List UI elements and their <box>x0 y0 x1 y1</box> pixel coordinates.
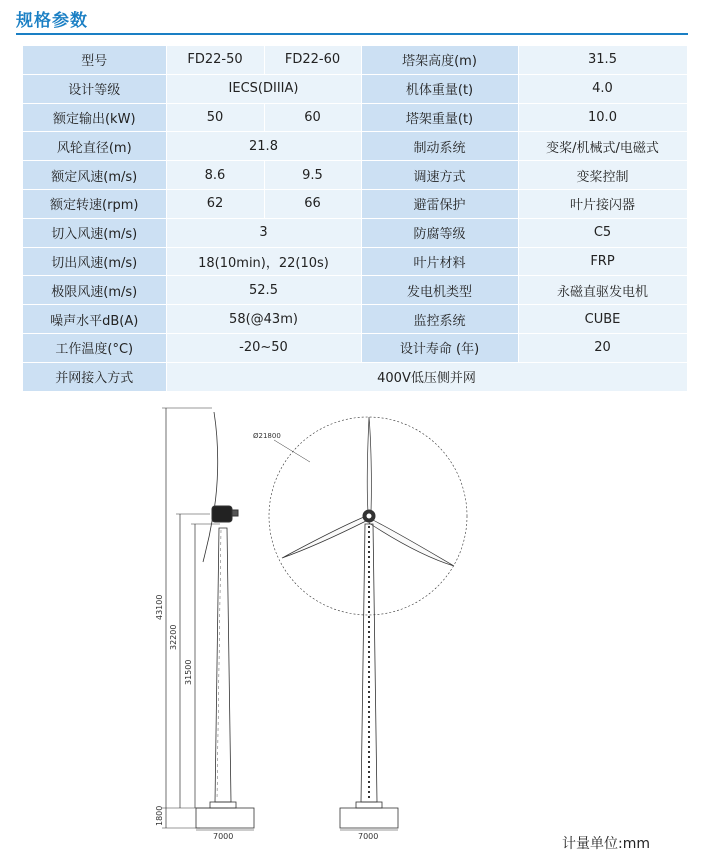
spec-label: 叶片材料 <box>361 247 518 276</box>
table-row <box>23 333 687 362</box>
spec-value: 叶片接闪器 <box>518 189 687 218</box>
spec-label: 防腐等级 <box>361 218 518 247</box>
spec-value: 8.6 <box>166 161 264 190</box>
spec-value: 50 <box>166 103 264 132</box>
dim-hub-label: 32200 <box>169 624 178 650</box>
spec-value: FRP <box>518 247 687 276</box>
table-row <box>23 132 687 161</box>
spec-value: 60 <box>264 103 361 132</box>
foundation-front <box>340 808 398 828</box>
spec-label: 极限风速(m/s) <box>23 276 166 305</box>
spec-value: 9.5 <box>264 161 361 190</box>
nacelle <box>212 506 232 522</box>
turbine-drawing <box>140 400 490 845</box>
nacelle-tail <box>232 510 238 516</box>
spec-label: 额定风速(m/s) <box>23 161 166 190</box>
dim-foundation-depth-label: 1800 <box>155 805 164 826</box>
spec-value: 永磁直驱发电机 <box>518 276 687 305</box>
spec-value: C5 <box>518 218 687 247</box>
spec-label: 额定输出(kW) <box>23 103 166 132</box>
dim-width-side-label: 7000 <box>213 832 234 841</box>
table-row <box>23 46 687 74</box>
spec-label: 切出风速(m/s) <box>23 247 166 276</box>
tower-base <box>210 802 236 808</box>
spec-label: 制动系统 <box>361 132 518 161</box>
spec-label: 风轮直径(m) <box>23 132 166 161</box>
spec-label: 塔架高度(m) <box>361 46 518 74</box>
spec-label: 设计寿命 (年) <box>361 333 518 362</box>
rotor-diameter-leader <box>274 440 310 462</box>
rotor-diameter-label: Ø21800 <box>253 432 281 440</box>
model-header: FD22-60 <box>264 46 361 74</box>
spec-value: 20 <box>518 333 687 362</box>
title-underline <box>16 33 688 35</box>
table-row <box>23 305 687 334</box>
spec-label: 避雷保护 <box>361 189 518 218</box>
spec-value: 18(10min)，22(10s) <box>166 247 361 276</box>
unit-note: 计量单位:mm <box>562 836 650 852</box>
table-row <box>23 247 687 276</box>
table-row <box>23 161 687 190</box>
spec-label: 切入风速(m/s) <box>23 218 166 247</box>
spec-label: 设计等级 <box>23 74 166 103</box>
model-header: FD22-50 <box>166 46 264 74</box>
spec-value: 4.0 <box>518 74 687 103</box>
blade-top <box>367 417 371 512</box>
table-row <box>23 103 687 132</box>
spec-value: 10.0 <box>518 103 687 132</box>
tower-ladder <box>217 530 221 800</box>
spec-value: 66 <box>264 189 361 218</box>
front-view <box>253 417 467 841</box>
spec-value: 400V低压侧并网 <box>166 362 687 391</box>
foundation-side <box>196 808 254 828</box>
dim-width-front-label: 7000 <box>358 832 379 841</box>
table-row <box>23 189 687 218</box>
table-row <box>23 362 687 391</box>
dim-total-label: 43100 <box>155 594 164 620</box>
blade-left <box>282 517 366 558</box>
spec-value: 3 <box>166 218 361 247</box>
spec-label: 调速方式 <box>361 161 518 190</box>
tower-base <box>356 802 382 808</box>
spec-label: 额定转速(rpm) <box>23 189 166 218</box>
spec-value: CUBE <box>518 305 687 334</box>
spec-value: -20~50 <box>166 333 361 362</box>
hub-center <box>367 514 372 519</box>
spec-value: 变桨/机械式/电磁式 <box>518 132 687 161</box>
spec-value: 62 <box>166 189 264 218</box>
blade-side <box>203 412 218 562</box>
spec-value: 变桨控制 <box>518 161 687 190</box>
blade-right <box>369 519 454 566</box>
spec-table <box>23 46 688 392</box>
spec-label: 噪声水平dB(A) <box>23 305 166 334</box>
spec-value: 52.5 <box>166 276 361 305</box>
dim-tower-label: 31500 <box>184 659 193 685</box>
table-row <box>23 218 687 247</box>
spec-value: 21.8 <box>166 132 361 161</box>
spec-label: 工作温度(°C) <box>23 333 166 362</box>
spec-label: 监控系统 <box>361 305 518 334</box>
section-title: 规格参数 <box>16 11 88 31</box>
spec-label: 机体重量(t) <box>361 74 518 103</box>
table-row <box>23 276 687 305</box>
spec-label: 发电机类型 <box>361 276 518 305</box>
spec-label: 并网接入方式 <box>23 362 166 391</box>
spec-value: IECS(DIIIA) <box>166 74 361 103</box>
spec-label: 塔架重量(t) <box>361 103 518 132</box>
spec-value: 58(@43m) <box>166 305 361 334</box>
side-view <box>155 408 254 841</box>
spec-label: 型号 <box>23 46 166 74</box>
spec-value: 31.5 <box>518 46 687 74</box>
table-row <box>23 74 687 103</box>
